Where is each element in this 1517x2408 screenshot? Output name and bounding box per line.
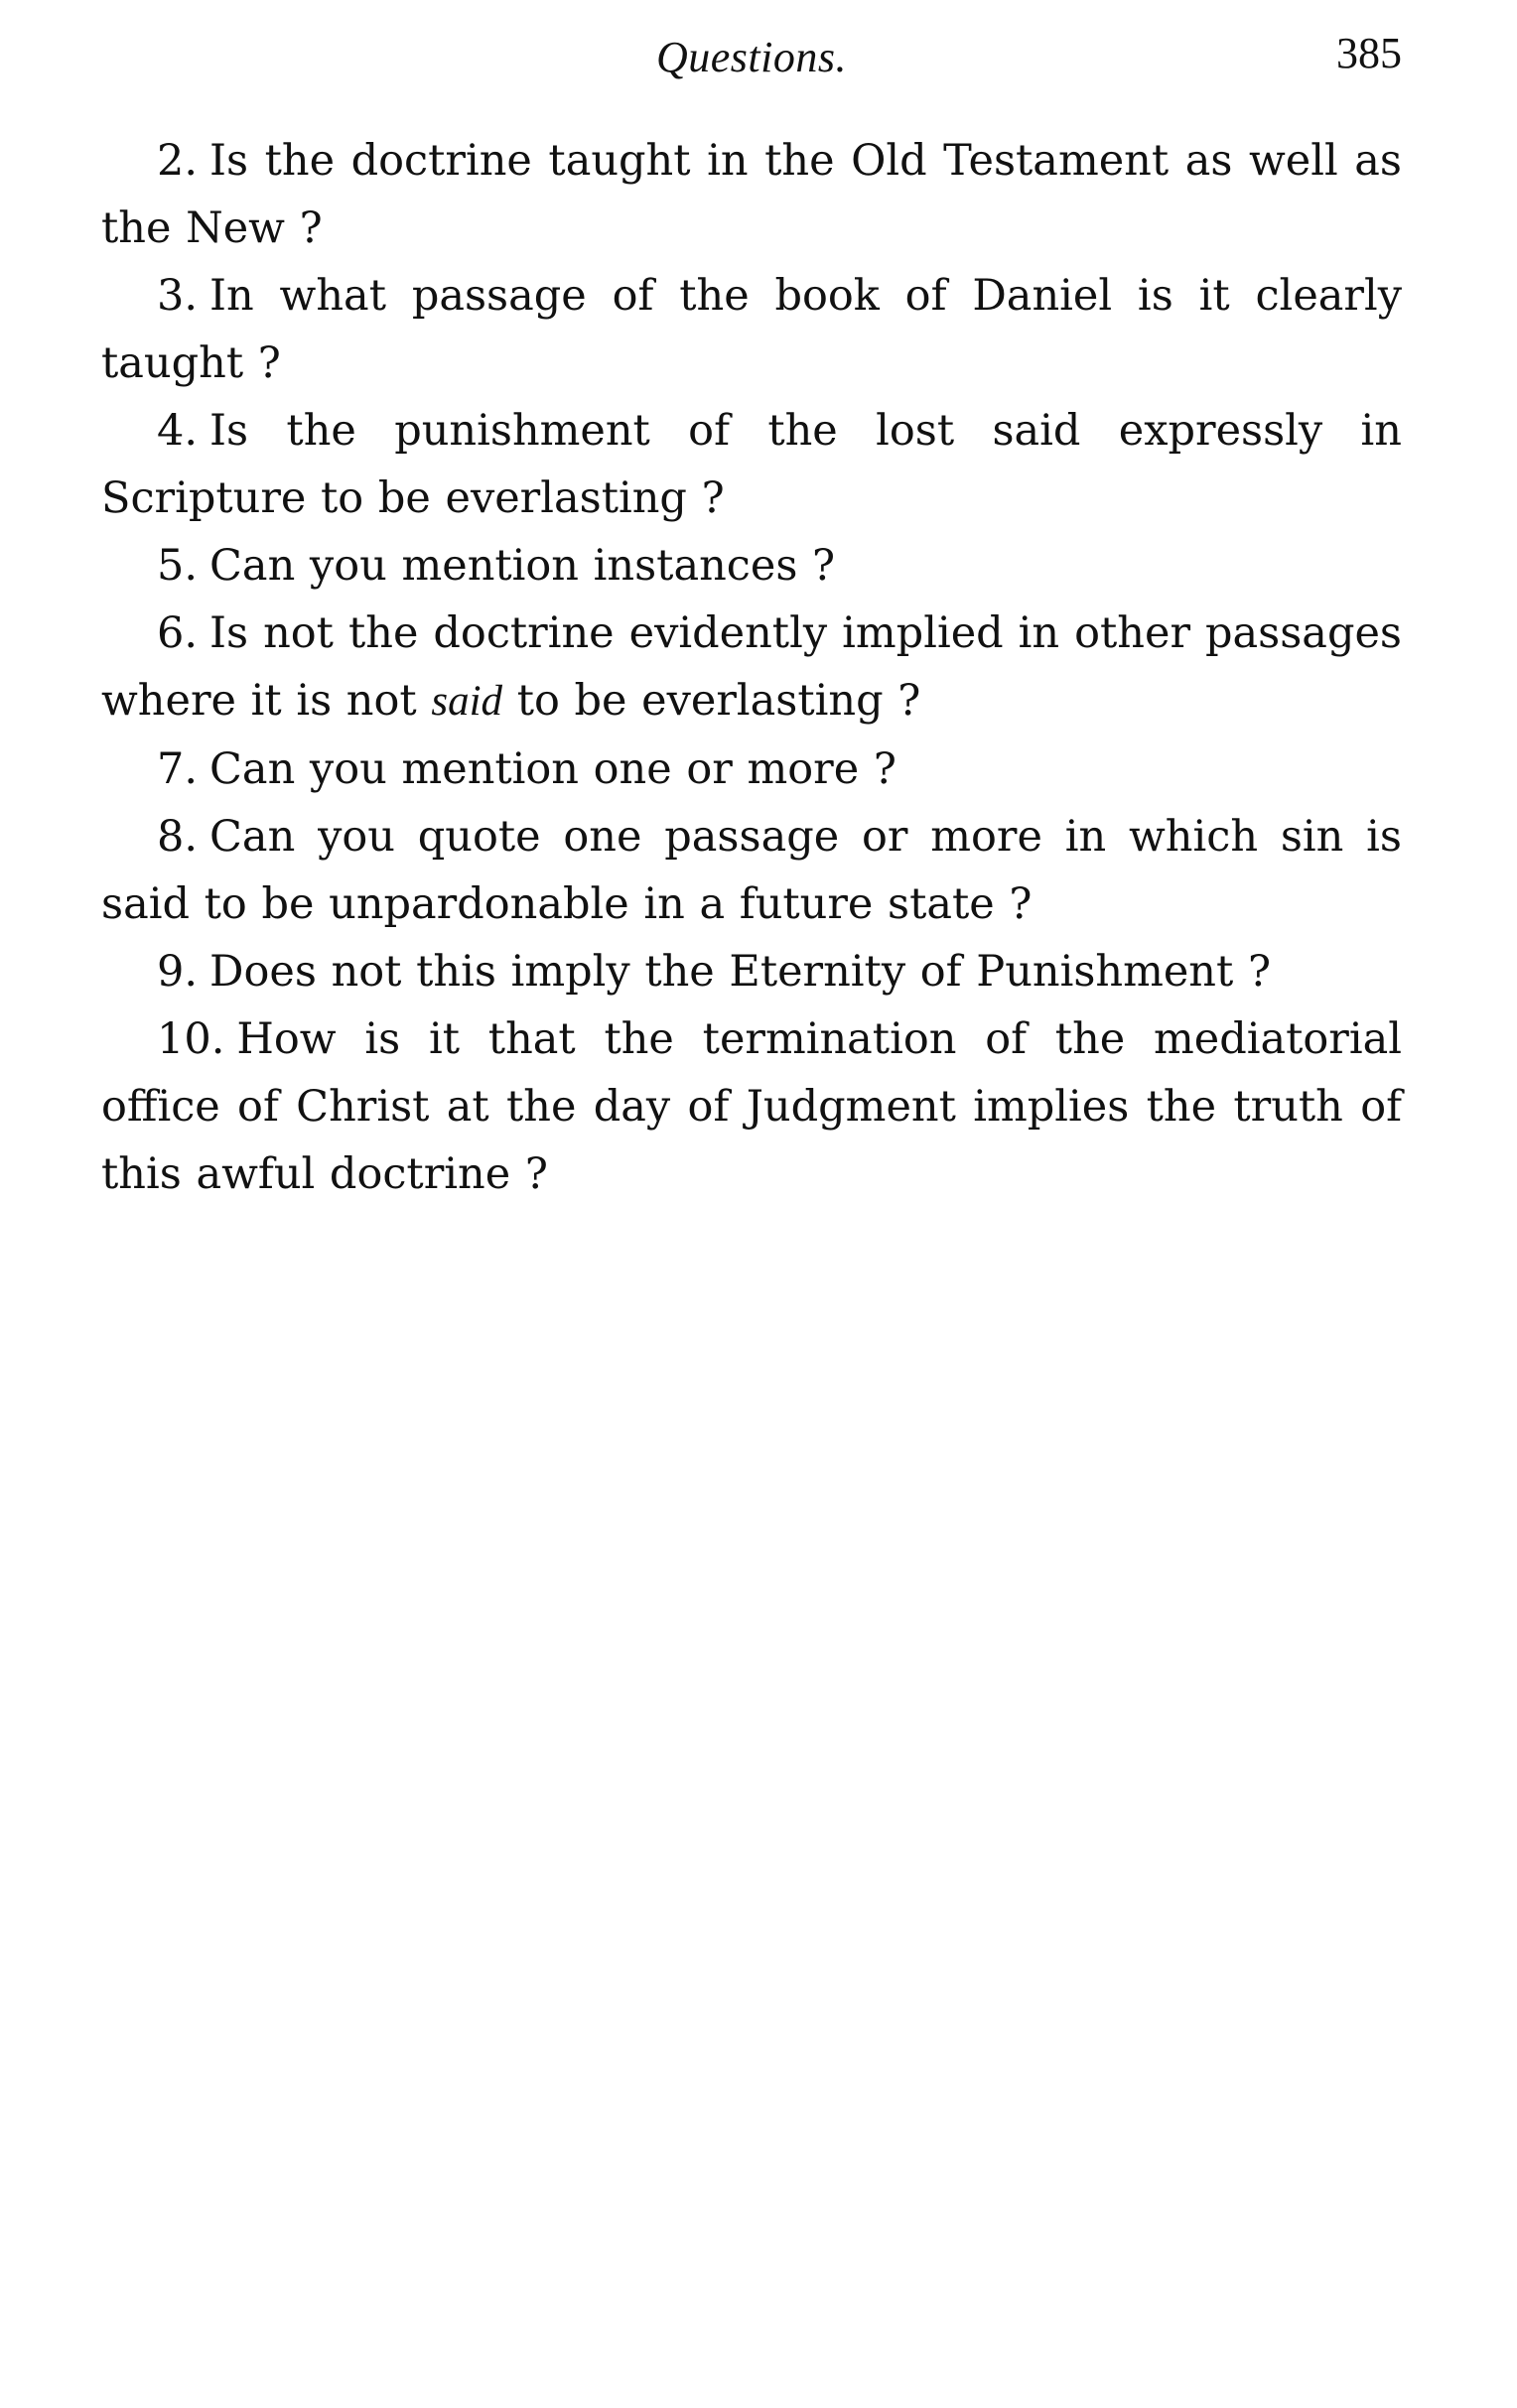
question-3 [101, 262, 1402, 397]
question-text: In what passage of the book of Daniel is it clearly taught ? [101, 271, 1402, 388]
question-number: 5. [157, 541, 199, 591]
question-number: 9. [157, 947, 199, 997]
question-text: Is the punishment of the lost said expressly in Scripture to be everlasting ? [101, 406, 1402, 523]
question-4 [101, 397, 1402, 532]
question-number: 2. [157, 136, 199, 186]
question-text: Can you mention instances ? [209, 541, 836, 591]
question-7 [101, 736, 1402, 803]
question-10 [101, 1005, 1402, 1208]
running-head [101, 28, 1402, 87]
question-text: Can you quote one passage or more in which sin is said to be unpardonable in a future state ? [101, 812, 1402, 929]
emphasized-word: said [431, 678, 503, 725]
page-number: 385 [1336, 29, 1402, 77]
question-text: Does not this imply the Eternity of Punishment ? [209, 947, 1272, 997]
question-text-before: Is not the doctrine evidently implied in other passages where it is not [101, 608, 1402, 726]
question-6 [101, 600, 1402, 736]
question-8 [101, 803, 1402, 938]
question-9 [101, 938, 1402, 1005]
question-5 [101, 532, 1402, 600]
question-list [101, 127, 1402, 1208]
question-number: 6. [157, 608, 199, 658]
question-text-after: to be everlasting ? [502, 676, 921, 726]
question-number: 8. [157, 812, 199, 862]
question-number: 7. [157, 744, 199, 794]
question-2 [101, 127, 1402, 262]
question-number: 3. [157, 271, 199, 321]
question-text: Is the doctrine taught in the Old Testament as well as the New ? [101, 136, 1402, 253]
question-number: 4. [157, 406, 199, 456]
question-number: 10. [157, 1014, 225, 1064]
running-head-title: Questions. [656, 33, 847, 81]
question-text: Can you mention one or more ? [209, 744, 896, 794]
question-text: How is it that the termination of the mediatorial office of Christ at the day of Judgment implies the truth of this awful doctrine ? [101, 1014, 1402, 1199]
